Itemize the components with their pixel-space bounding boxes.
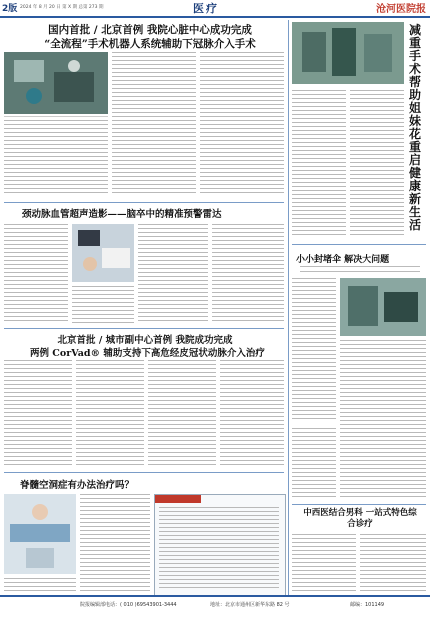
article-4-body-col-2: [4, 578, 76, 594]
article-2-body-col-4: [212, 224, 284, 326]
sidebar-1-body-a: [292, 90, 346, 240]
sidebar-2-title[interactable]: 小小封堵伞 解决大问题: [296, 255, 390, 265]
page-footer: [0, 595, 430, 617]
article-3-body-col-4: [220, 360, 284, 468]
article-3-title-line-2[interactable]: 两例 CorVad® 辅助支持下高危经皮冠状动脉介入治疗: [30, 348, 265, 359]
sidebar-photo-2: [340, 278, 426, 336]
article-2-body-col-2: [72, 286, 134, 326]
divider: [292, 244, 426, 245]
article-2-body-col-1: [4, 224, 68, 324]
sidebar-2-subtitle: [300, 266, 420, 272]
article-4-photo: [4, 494, 76, 574]
footer-address: 地址：北京市通州区新华东路 82 号: [210, 602, 290, 608]
footer-postcode: 邮编：101149: [350, 602, 385, 608]
info-box-body: [159, 507, 279, 591]
page-header: [0, 0, 430, 18]
page-number: 2版: [2, 4, 18, 14]
article-1-title-line-2[interactable]: “全流程”手术机器人系统辅助下冠脉介入手术: [44, 38, 256, 50]
article-3-body-col-2: [76, 360, 144, 468]
sidebar-2-body-c: [292, 428, 336, 500]
article-3-title-line-1[interactable]: 北京首批 / 城市副中心首例 我院成功完成: [57, 335, 233, 346]
article-3-body-col-1: [4, 360, 72, 468]
issue-date: 2024 年 8 月 20 日 第 X 期 总第 273 期: [20, 5, 104, 10]
sidebar-2-body-a: [292, 278, 336, 424]
divider: [4, 328, 284, 329]
info-box-label: [155, 495, 201, 503]
masthead-logo: 沧河医院报: [376, 4, 426, 15]
sidebar-3-body-a: [292, 534, 356, 594]
divider: [4, 472, 284, 473]
article-1-body-col-3: [200, 52, 284, 198]
article-1-title-line-1[interactable]: 国内首批 / 北京首例 我院心脏中心成功完成: [48, 24, 252, 36]
article-4-body-col-1: [80, 494, 150, 594]
article-2-title[interactable]: 颈动脉血管超声造影——脑卒中的精准预警雷达: [22, 209, 222, 220]
column-divider: [288, 20, 289, 596]
sidebar-3-body-b: [360, 534, 426, 594]
sidebar-3-title[interactable]: 中西医结合男科 一站式特色综合诊疗: [303, 508, 417, 529]
article-4-title[interactable]: 脊髓空洞症有办法治疗吗？: [20, 480, 135, 491]
article-1-body-col-2: [112, 52, 196, 198]
divider: [4, 202, 284, 203]
photo-caption: [4, 116, 108, 117]
article-2-photo: [72, 224, 134, 282]
section-title: 医疗: [193, 2, 219, 15]
sidebar-1-title[interactable]: 减重手术帮助姐妹花重启健康新生活: [409, 23, 422, 232]
sidebar-2-body-b: [340, 340, 426, 500]
article-1-body-col-1: [4, 120, 108, 198]
article-3-body-col-3: [148, 360, 216, 468]
divider: [292, 504, 426, 505]
article-2-body-col-3: [138, 224, 208, 326]
sidebar-photo-1: [292, 22, 404, 84]
article-1-photo: [4, 52, 108, 114]
footer-phone: 院报编辑部电话：( 010 )69543901-3444: [80, 602, 177, 608]
sidebar-1-body-b: [350, 90, 404, 240]
info-box: [154, 494, 286, 596]
